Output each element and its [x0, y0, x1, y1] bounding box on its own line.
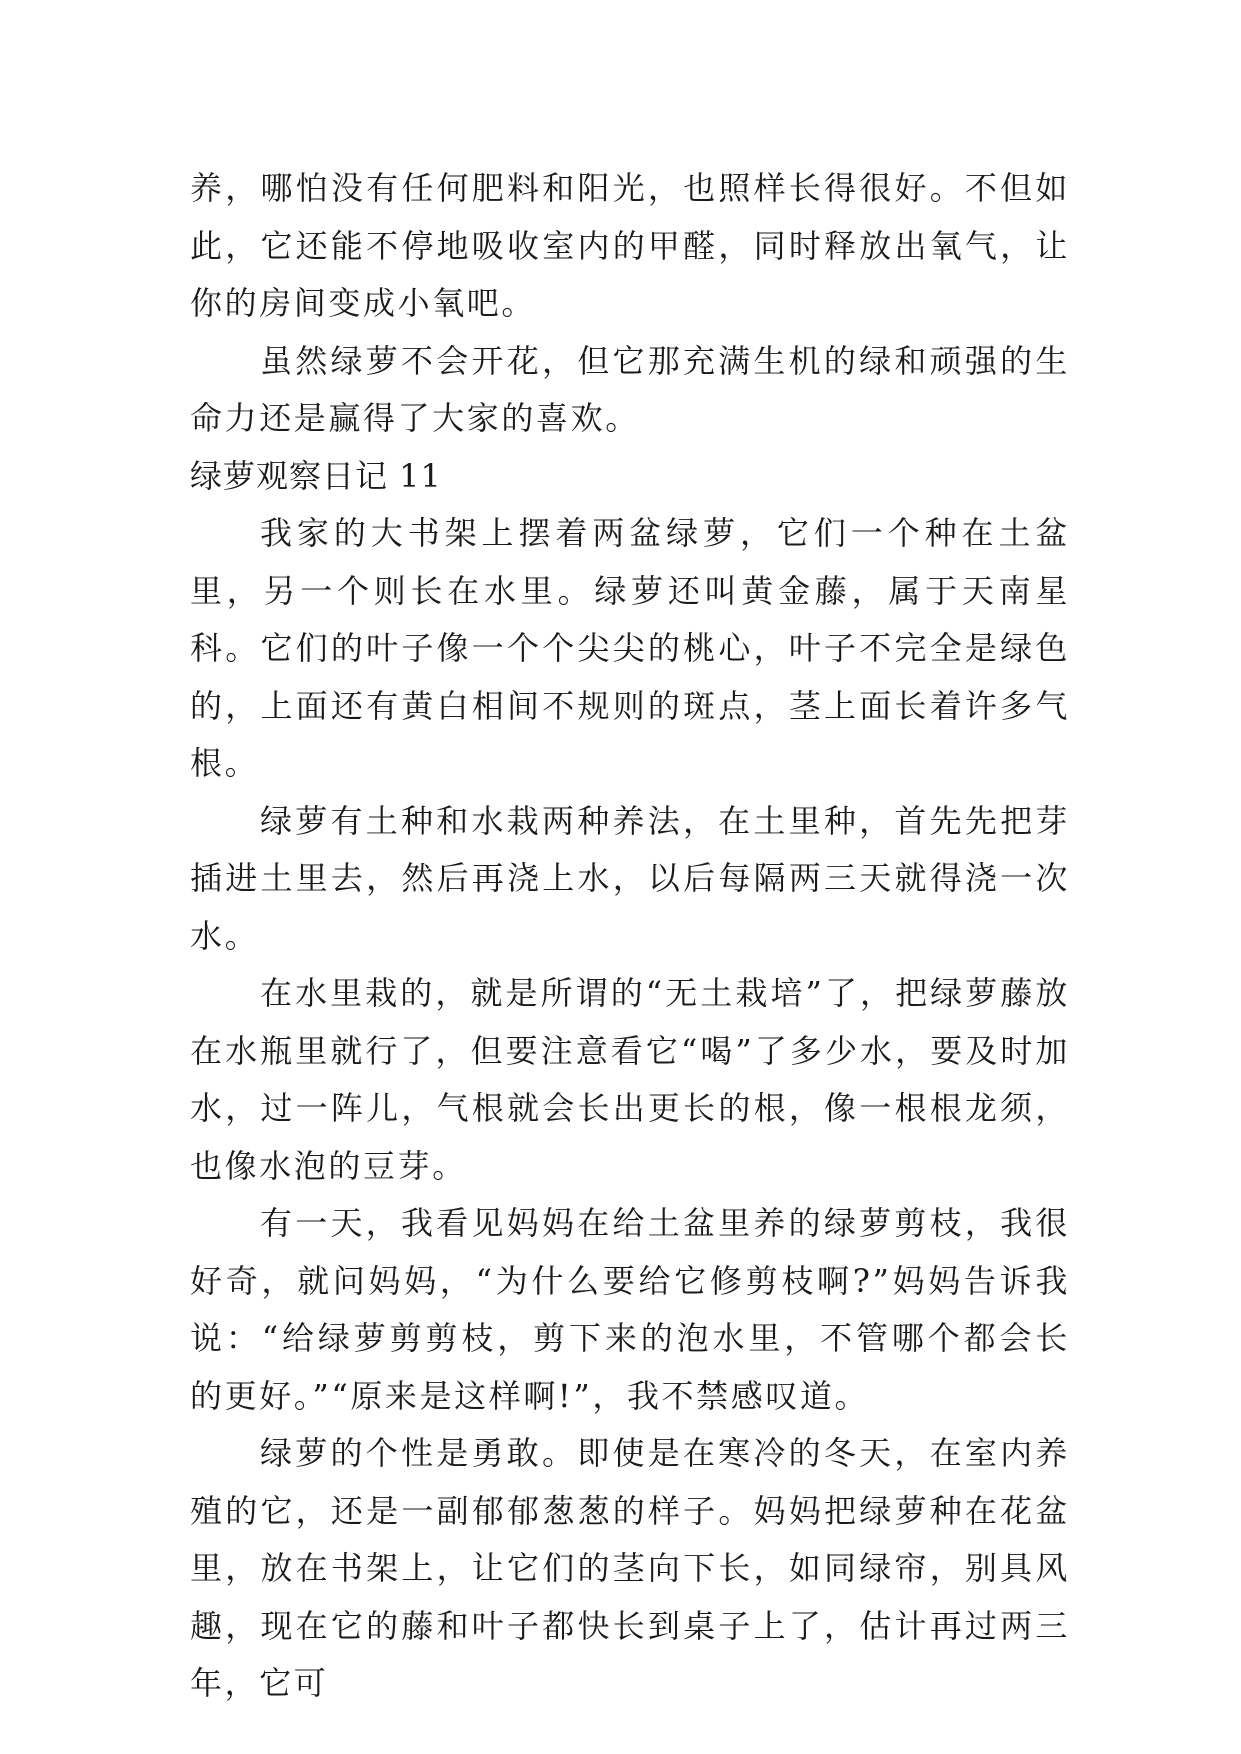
- paragraph-body: 在水里栽的，就是所谓的“无土栽培”了，把绿萝藤放在水瓶里就行了，但要注意看它“喝”了多少水，要及时加水，过一阵儿，气根就会长出更长的根，像一根根龙须，也像水泡的豆芽。: [190, 974, 1070, 1185]
- paragraph-body: 绿萝的个性是勇敢。即使是在寒冷的冬天，在室内养殖的它，还是一副郁郁葱葱的样子。妈妈把绿萝种在花盆里，放在书架上，让它们的茎向下长，如同绿帘，别具风趣，现在它的藤和叶子都快长到桌子上了，估计再过两三年，它可: [190, 1434, 1070, 1702]
- paragraph-body: 我家的大书架上摆着两盆绿萝，它们一个种在土盆里，另一个则长在水里。绿萝还叫黄金藤，属于天南星科。它们的叶子像一个个尖尖的桃心，叶子不完全是绿色的，上面还有黄白相间不规则的斑点，茎上面长着许多气根。: [190, 514, 1070, 782]
- paragraph-body: 有一天，我看见妈妈在给土盆里养的绿萝剪枝，我很好奇，就问妈妈，“为什么要给它修剪枝啊?”妈妈告诉我说：“给绿萝剪剪枝，剪下来的泡水里，不管哪个都会长的更好。”“原来是这样啊!”，我不禁感叹道。: [190, 1204, 1070, 1415]
- document-body: [190, 160, 1070, 1713]
- paragraph-body: 虽然绿萝不会开花，但它那充满生机的绿和顽强的生命力还是赢得了大家的喜欢。: [190, 341, 1070, 437]
- paragraph-body: 绿萝有土种和水栽两种养法，在土里种，首先先把芽插进土里去，然后再浇上水，以后每隔两三天就得浇一次水。: [190, 801, 1070, 955]
- section-heading: 绿萝观察日记 11: [190, 456, 442, 495]
- paragraph-continuation: 养，哪怕没有任何肥料和阳光，也照样长得很好。不但如此，它还能不停地吸收室内的甲醛，同时释放出氧气，让你的房间变成小氧吧。: [190, 169, 1070, 322]
